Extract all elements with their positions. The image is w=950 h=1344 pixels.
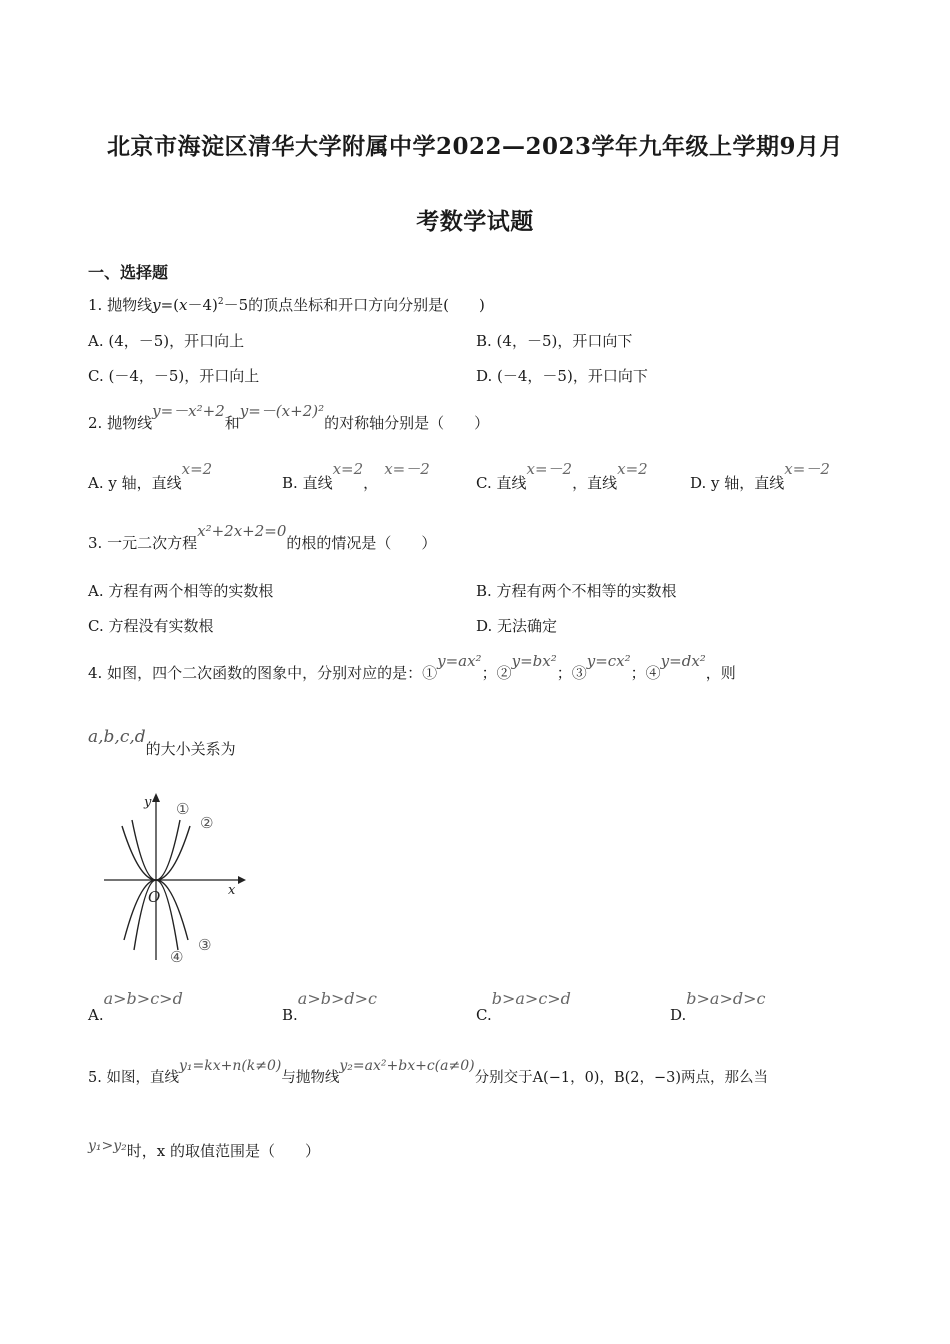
section-heading: 一、选择题: [88, 263, 169, 282]
q2-option-d-math: x=－2: [784, 460, 830, 478]
q4-separator-2: ；③: [556, 664, 587, 682]
q1-option-d[interactable]: D. (－4，－5)，开口向下: [476, 367, 648, 385]
q2-suffix: 的对称轴分别是（ ）: [324, 414, 490, 432]
q4-option-d-math: b>a>d>c: [686, 989, 766, 1008]
q2-option-b-separator: ，: [363, 474, 379, 492]
q4-expression-4: y=dx²: [660, 652, 706, 670]
curve-label-3: ③: [198, 936, 212, 954]
q2-option-b-text: 直线: [302, 474, 333, 492]
q4-option-c-math: b>a>c>d: [491, 989, 571, 1008]
question-4-line-2: [88, 727, 236, 759]
q4-option-b-label: B.: [282, 1006, 298, 1024]
q1-prefix: 抛物线: [107, 296, 153, 314]
q2-option-c-text-2: ，直线: [572, 474, 618, 492]
page-title-line1: 北京市海淀区清华大学附属中学2022—2023学年九年级上学期9月月: [106, 133, 844, 160]
q4-number: 4.: [88, 664, 103, 682]
axis-label-x: x: [228, 883, 236, 898]
question-5: [88, 1058, 769, 1087]
y-axis-arrow: [152, 793, 160, 802]
q2-option-c[interactable]: [476, 460, 648, 493]
q4-option-d-label: D.: [670, 1006, 687, 1024]
question-5-line-2: [88, 1140, 320, 1161]
q1-expression: y: [152, 296, 161, 314]
q2-option-a-math: x=2: [181, 460, 213, 478]
q4-option-a-math: a>b>c>d: [103, 989, 183, 1008]
q3-prefix: 一元二次方程: [107, 534, 198, 552]
q2-option-b-math-2: x=－2: [384, 460, 430, 478]
q5-number: 5.: [88, 1070, 102, 1086]
question-3: [88, 522, 437, 553]
q2-mid: 和: [224, 414, 240, 432]
q2-option-a[interactable]: [88, 460, 213, 493]
q2-option-c-math-2: x=2: [617, 460, 648, 478]
q3-suffix: 的根的情况是（ ）: [286, 534, 437, 552]
q5-prefix: 如图，直线: [106, 1070, 179, 1086]
q5-suffix: 分别交于A(−1，0)，B(2，−3)两点，那么当: [474, 1070, 769, 1086]
q3-option-d[interactable]: D. 无法确定: [476, 617, 558, 635]
q4-prefix: 如图，四个二次函数的图象中，分别对应的是：①: [107, 664, 438, 682]
q2-option-c-math-1: x=－2: [526, 460, 573, 478]
axis-label-y: y: [144, 795, 152, 810]
q2-prefix: 抛物线: [107, 414, 153, 432]
q5-mid: 与抛物线: [281, 1070, 340, 1086]
q4-expression-3: y=cx²: [586, 652, 631, 670]
q2-option-d-label: D.: [690, 474, 707, 492]
q4-option-a[interactable]: [88, 989, 183, 1024]
q2-number: 2.: [88, 414, 103, 432]
q3-expression: x²+2x+2=0: [197, 522, 287, 540]
q2-option-a-label: A.: [88, 474, 104, 492]
q2-option-d[interactable]: [690, 460, 830, 493]
q2-expression-2: y=－(x+2)²: [239, 402, 325, 420]
q1-option-c[interactable]: C. (－4，－5)，开口向上: [88, 367, 260, 385]
q4-option-b[interactable]: [282, 989, 377, 1024]
curve-label-2: ②: [200, 814, 214, 832]
q4-variables: a,b,c,d: [88, 727, 146, 747]
q2-option-b-math-1: x=2: [332, 460, 364, 478]
q4-option-c[interactable]: [476, 989, 571, 1024]
q4-option-a-label: A.: [88, 1006, 104, 1024]
q2-option-d-text: y 轴，直线: [711, 474, 785, 492]
q2-option-c-text-1: 直线: [496, 474, 527, 492]
q1-option-b[interactable]: B. (4，－5)，开口向下: [476, 332, 633, 350]
curve-label-4: ④: [170, 948, 184, 966]
q3-number: 3.: [88, 534, 103, 552]
q5-expression-1: y₁=kx+n(k≠0): [178, 1058, 282, 1074]
q2-option-a-text: y 轴，直线: [108, 474, 182, 492]
q4-option-d[interactable]: [670, 989, 766, 1024]
q5-line2-text: 时，x 的取值范围是（ ）: [126, 1142, 321, 1160]
q2-option-c-label: C.: [476, 474, 492, 492]
q4-expression-2: y=bx²: [511, 652, 557, 670]
q1-option-a[interactable]: A. (4，－5)，开口向上: [88, 332, 245, 350]
q5-condition: y₁>y₂: [88, 1138, 127, 1154]
q4-option-c-label: C.: [476, 1006, 492, 1024]
q1-number: 1.: [88, 296, 103, 314]
q2-option-b-label: B.: [282, 474, 298, 492]
q4-separator-4: ，则: [705, 664, 736, 682]
q3-option-a[interactable]: A. 方程有两个相等的实数根: [88, 582, 274, 600]
q4-expression-1: y=ax²: [437, 652, 482, 670]
q3-option-b[interactable]: B. 方程有两个不相等的实数根: [476, 582, 677, 600]
question-2: [88, 402, 490, 433]
origin-label: O: [148, 888, 161, 906]
q3-option-c[interactable]: C. 方程没有实数根: [88, 617, 214, 635]
q4-option-b-math: a>b>d>c: [297, 989, 377, 1008]
question-4: [88, 652, 736, 683]
q2-expression-1: y=－x²+2: [152, 402, 225, 420]
q5-expression-2: y₂=ax²+bx+c(a≠0): [339, 1058, 475, 1074]
x-axis-arrow: [238, 876, 246, 884]
curve-label-1: ①: [176, 800, 190, 818]
q4-line2-text: 的大小关系为: [145, 740, 236, 758]
parabola-figure: [96, 790, 246, 970]
page-title-line2: 考数学试题: [416, 208, 534, 235]
q4-separator-1: ；②: [481, 664, 512, 682]
question-1: 1. 抛物线$y=(x-4)^2-5$的顶点坐标和开口方向分别是( ): [88, 296, 485, 314]
q2-option-b[interactable]: [282, 460, 430, 493]
q4-separator-3: ；④: [630, 664, 661, 682]
q1-suffix: 的顶点坐标和开口方向分别是( ): [248, 296, 485, 314]
